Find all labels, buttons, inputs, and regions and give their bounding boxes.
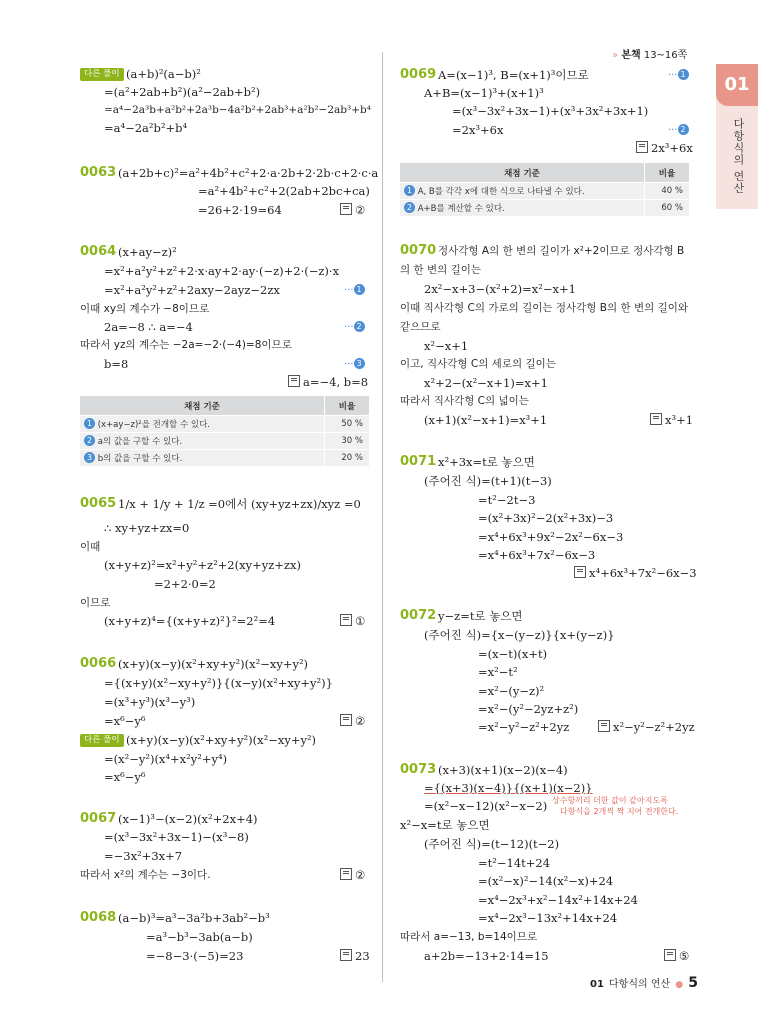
problem-number: 0064 xyxy=(80,244,117,259)
p0073-line11: a+2b=−13+2·14=15 xyxy=(424,949,549,963)
note-line1: 상수항끼리 더한 값이 같아지도록 xyxy=(552,796,668,805)
problem-number: 0068 xyxy=(80,910,117,925)
chapter-side-tab xyxy=(716,64,758,209)
p0065-line2: ∴ xy+yz+zx=0 xyxy=(104,521,190,535)
p0072-line2: (주어진 식)={x−(y−z)}{x+(y−z)} xyxy=(424,628,615,642)
alt-solution-badge: 다른 풀이 xyxy=(80,734,124,747)
p0070-line8: x²+2−(x²−x+1)=x+1 xyxy=(424,376,548,390)
grading-table-0064 xyxy=(80,396,369,467)
p0064-line6: 따라서 yz의 계수는 −2a=−2·(−4)=8이므로 xyxy=(80,339,292,351)
p0070-line1: 정사각형 A의 한 변의 길이가 x²+2이므로 정사각형 B xyxy=(438,245,685,257)
problem-number: 0067 xyxy=(80,811,117,826)
alt1-line4: =a⁴−2a²b²+b⁴ xyxy=(104,121,188,135)
alt-solution-badge: 다른 풀이 xyxy=(80,68,124,81)
p0069-answer: 2x³+6x xyxy=(636,141,693,155)
ref-pages: 13~16쪽 xyxy=(643,50,688,61)
step-marker-1: ··· 1 xyxy=(668,69,689,81)
chapter-number: 01 xyxy=(716,64,758,106)
step-marker-2: ··· 2 xyxy=(668,124,689,136)
answer-icon xyxy=(650,413,662,425)
p0071-line3: =t²−2t−3 xyxy=(478,493,536,507)
alt1-line2: =(a²+2ab+b²)(a²−2ab+b²) xyxy=(104,85,261,99)
p0070-line10: (x+1)(x²−x+1)=x³+1 xyxy=(424,413,548,427)
p0065-line6: 이므로 xyxy=(80,597,111,609)
p0064-line7: b=8 xyxy=(104,357,129,371)
p0068-line3: =−8−3·(−5)=23 xyxy=(146,949,244,963)
p0069-line1: A=(x−1)³, B=(x+1)³이므로 xyxy=(438,68,589,82)
p0071-answer: x⁴+6x³+7x²−6x−3 xyxy=(574,566,697,580)
p0070-line7: 이고, 직사각형 C의 세로의 길이는 xyxy=(400,358,556,370)
p0064-line2: =x²+a²y²+z²+2·x·ay+2·ay·(−z)+2·(−z)·x xyxy=(104,264,340,278)
problem-number: 0066 xyxy=(80,656,117,671)
p0069-line2: A+B=(x−1)³+(x+1)³ xyxy=(424,86,544,100)
p0069-line4: =2x³+6x xyxy=(452,123,504,137)
answer-icon xyxy=(340,949,352,961)
p0070-line4: 이때 직사각형 C의 가로의 길이는 정사각형 B의 한 변의 길이와 xyxy=(400,302,689,314)
alt1-line3: =a⁴−2a³b+a²b²+2a³b−4a²b²+2ab³+a²b²−2ab³+b⁴ xyxy=(104,104,371,116)
table-row: 2 A+B를 계산할 수 있다. 60 % xyxy=(400,200,689,217)
answer-icon xyxy=(574,566,586,578)
answer-icon xyxy=(288,375,300,387)
note-line2: 다항식을 2개씩 짝 지어 전개한다. xyxy=(560,807,679,816)
p0067-answer: ② xyxy=(340,868,365,882)
grading-table-0069 xyxy=(400,163,689,217)
step-marker-2: ··· 2 xyxy=(344,321,365,333)
p0071-line6: =x⁴+6x³+7x²−6x−3 xyxy=(478,548,596,562)
p0066-line3: =(x³+y³)(x³−y³) xyxy=(104,695,196,709)
p0064-answer: a=−4, b=8 xyxy=(288,375,368,389)
p0066-line2: ={(x+y)(x²−xy+y²)}{(x−y)(x²+xy+y²)} xyxy=(104,676,333,690)
footer-chapter-title: 다항식의 연산 xyxy=(609,979,671,990)
p0066-alt-line1: (x+y)(x−y)(x²+xy+y²)(x²−xy+y²) xyxy=(126,733,317,747)
p0070-line5: 같으므로 xyxy=(400,321,441,333)
p0070-line3: 2x²−x+3−(x²+2)=x²−x+1 xyxy=(424,282,576,296)
p0065-line5: =2+2·0=2 xyxy=(154,577,216,591)
p0069-line3: =(x³−3x²+3x−1)+(x³+3x²+3x+1) xyxy=(452,104,649,118)
p0073-line6: =t²−14t+24 xyxy=(478,856,551,870)
p0067-line3: =−3x²+3x+7 xyxy=(104,849,183,863)
chevron-right-icon: » xyxy=(612,50,619,61)
p0073-note xyxy=(552,795,678,817)
step-marker-3: ··· 3 xyxy=(344,358,365,370)
p0064-line1: (x+ay−z)² xyxy=(118,245,177,259)
p0066-line4: =x⁶−y⁶ xyxy=(104,714,146,728)
star-icon: ● xyxy=(675,980,684,990)
answer-icon xyxy=(598,720,610,732)
p0073-line8: =x⁴−2x³+x²−14x²+14x+24 xyxy=(478,893,638,907)
p0066-alt-line3: =x⁶−y⁶ xyxy=(104,770,146,784)
answer-icon xyxy=(340,203,352,215)
p0068-line1: (a−b)³=a³−3a²b+3ab²−b³ xyxy=(118,911,270,925)
p0072-line6: =x²−(y²−2yz+z²) xyxy=(478,702,579,716)
p0072-line4: =x²−t² xyxy=(478,665,518,679)
p0072-line1: y−z=t로 놓으면 xyxy=(438,609,523,623)
footer-chapter-num: 01 xyxy=(590,979,604,990)
problem-number: 0065 xyxy=(80,496,117,511)
answer-icon xyxy=(664,949,676,961)
p0063-line3: =26+2·19=64 xyxy=(198,203,282,217)
table-header-criteria: 채점 기준 xyxy=(400,163,645,183)
column-divider xyxy=(382,52,383,982)
answer-icon xyxy=(636,141,648,153)
problem-number: 0072 xyxy=(400,608,437,623)
p0071-line2: (주어진 식)=(t+1)(t−3) xyxy=(424,474,552,488)
table-row: 1 (x+ay−z)²을 전개할 수 있다. 50 % xyxy=(80,416,369,433)
table-row: 1 A, B를 각각 x에 대한 식으로 나타낼 수 있다. 40 % xyxy=(400,183,689,200)
p0064-line4: 이때 xy의 계수가 −8이므로 xyxy=(80,303,210,315)
ref-label: 본책 xyxy=(621,50,641,61)
page-number: 5 xyxy=(688,975,698,991)
p0066-answer: ② xyxy=(340,714,365,728)
table-row: 3 b의 값을 구할 수 있다. 20 % xyxy=(80,450,369,467)
p0073-line9: =x⁴−2x³−13x²+14x+24 xyxy=(478,911,618,925)
p0071-line4: =(x²+3x)²−2(x²+3x)−3 xyxy=(478,511,614,525)
page-reference xyxy=(612,46,687,61)
problem-number: 0069 xyxy=(400,67,437,82)
p0073-line3: =(x²−x−12)(x²−x−2) xyxy=(424,799,548,813)
problem-number: 0073 xyxy=(400,762,437,777)
p0070-line9: 따라서 직사각형 C의 넓이는 xyxy=(400,395,529,407)
table-row: 2 a의 값을 구할 수 있다. 30 % xyxy=(80,433,369,450)
problem-number: 0063 xyxy=(80,165,117,180)
page-footer xyxy=(590,972,698,991)
p0073-line4: x²−x=t로 놓으면 xyxy=(400,818,490,832)
p0065-line7: (x+y+z)⁴={(x+y+z)²}²=2²=4 xyxy=(104,614,276,628)
p0072-line3: =(x−t)(x+t) xyxy=(478,647,548,661)
p0066-line1: (x+y)(x−y)(x²+xy+y²)(x²−xy+y²) xyxy=(118,657,309,671)
p0073-line1: (x+3)(x+1)(x−2)(x−4) xyxy=(438,763,568,777)
p0073-answer: ⑤ xyxy=(664,949,689,963)
p0073-line10: 따라서 a=−13, b=14이므로 xyxy=(400,931,538,943)
p0072-line5: =x²−(y−z)² xyxy=(478,684,545,698)
p0067-line4: 따라서 x²의 계수는 −3이다. xyxy=(80,869,211,881)
p0067-line2: =(x³−3x²+3x−1)−(x³−8) xyxy=(104,830,249,844)
p0068-line2: =a³−b³−3ab(a−b) xyxy=(146,930,253,944)
p0065-line1: 1/x + 1/y + 1/z =0에서 (xy+yz+zx)/xyz =0 xyxy=(118,497,361,511)
p0068-answer: 23 xyxy=(340,949,370,963)
p0066-alt-line2: =(x²−y²)(x⁴+x²y²+y⁴) xyxy=(104,752,228,766)
p0070-line2: 의 한 변의 길이는 xyxy=(400,264,482,276)
p0073-line5: (주어진 식)=(t−12)(t−2) xyxy=(424,837,560,851)
p0072-line7: =x²−y²−z²+2yz xyxy=(478,720,570,734)
p0065-answer: ① xyxy=(340,614,365,628)
p0070-line6: x²−x+1 xyxy=(424,339,469,353)
table-header-ratio: 비율 xyxy=(645,163,690,183)
table-header-criteria: 채점 기준 xyxy=(80,396,325,416)
answer-icon xyxy=(340,868,352,880)
chapter-title-vertical: 다항식의 연산 xyxy=(732,118,745,195)
p0072-answer: x²−y²−z²+2yz xyxy=(598,720,695,734)
p0070-answer: x³+1 xyxy=(650,413,693,427)
step-marker-1: ··· 1 xyxy=(344,284,365,296)
p0067-line1: (x−1)³−(x−2)(x²+2x+4) xyxy=(118,812,258,826)
answer-icon xyxy=(340,714,352,726)
alt1-line1: (a+b)²(a−b)² xyxy=(126,67,201,81)
p0064-line5: 2a=−8 ∴ a=−4 xyxy=(104,320,193,334)
p0073-line2: ={(x+3)(x−4)}{(x+1)(x−2)} xyxy=(424,781,593,795)
p0064-line3: =x²+a²y²+z²+2axy−2ayz−2zx xyxy=(104,283,280,297)
problem-number: 0070 xyxy=(400,243,437,258)
p0073-line7: =(x²−x)²−14(x²−x)+24 xyxy=(478,874,614,888)
p0065-line4: (x+y+z)²=x²+y²+z²+2(xy+yz+zx) xyxy=(104,558,301,572)
answer-icon xyxy=(340,614,352,626)
problem-number: 0071 xyxy=(400,454,437,469)
table-header-ratio: 비율 xyxy=(325,396,370,416)
p0071-line5: =x⁴+6x³+9x²−2x²−6x−3 xyxy=(478,530,624,544)
p0063-line1: (a+2b+c)²=a²+4b²+c²+2·a·2b+2·2b·c+2·c·a xyxy=(118,166,379,180)
p0063-answer: ② xyxy=(340,203,365,217)
p0065-line3: 이때 xyxy=(80,541,101,553)
p0063-line2: =a²+4b²+c²+2(2ab+2bc+ca) xyxy=(198,184,370,198)
p0071-line1: x²+3x=t로 놓으면 xyxy=(438,455,535,469)
